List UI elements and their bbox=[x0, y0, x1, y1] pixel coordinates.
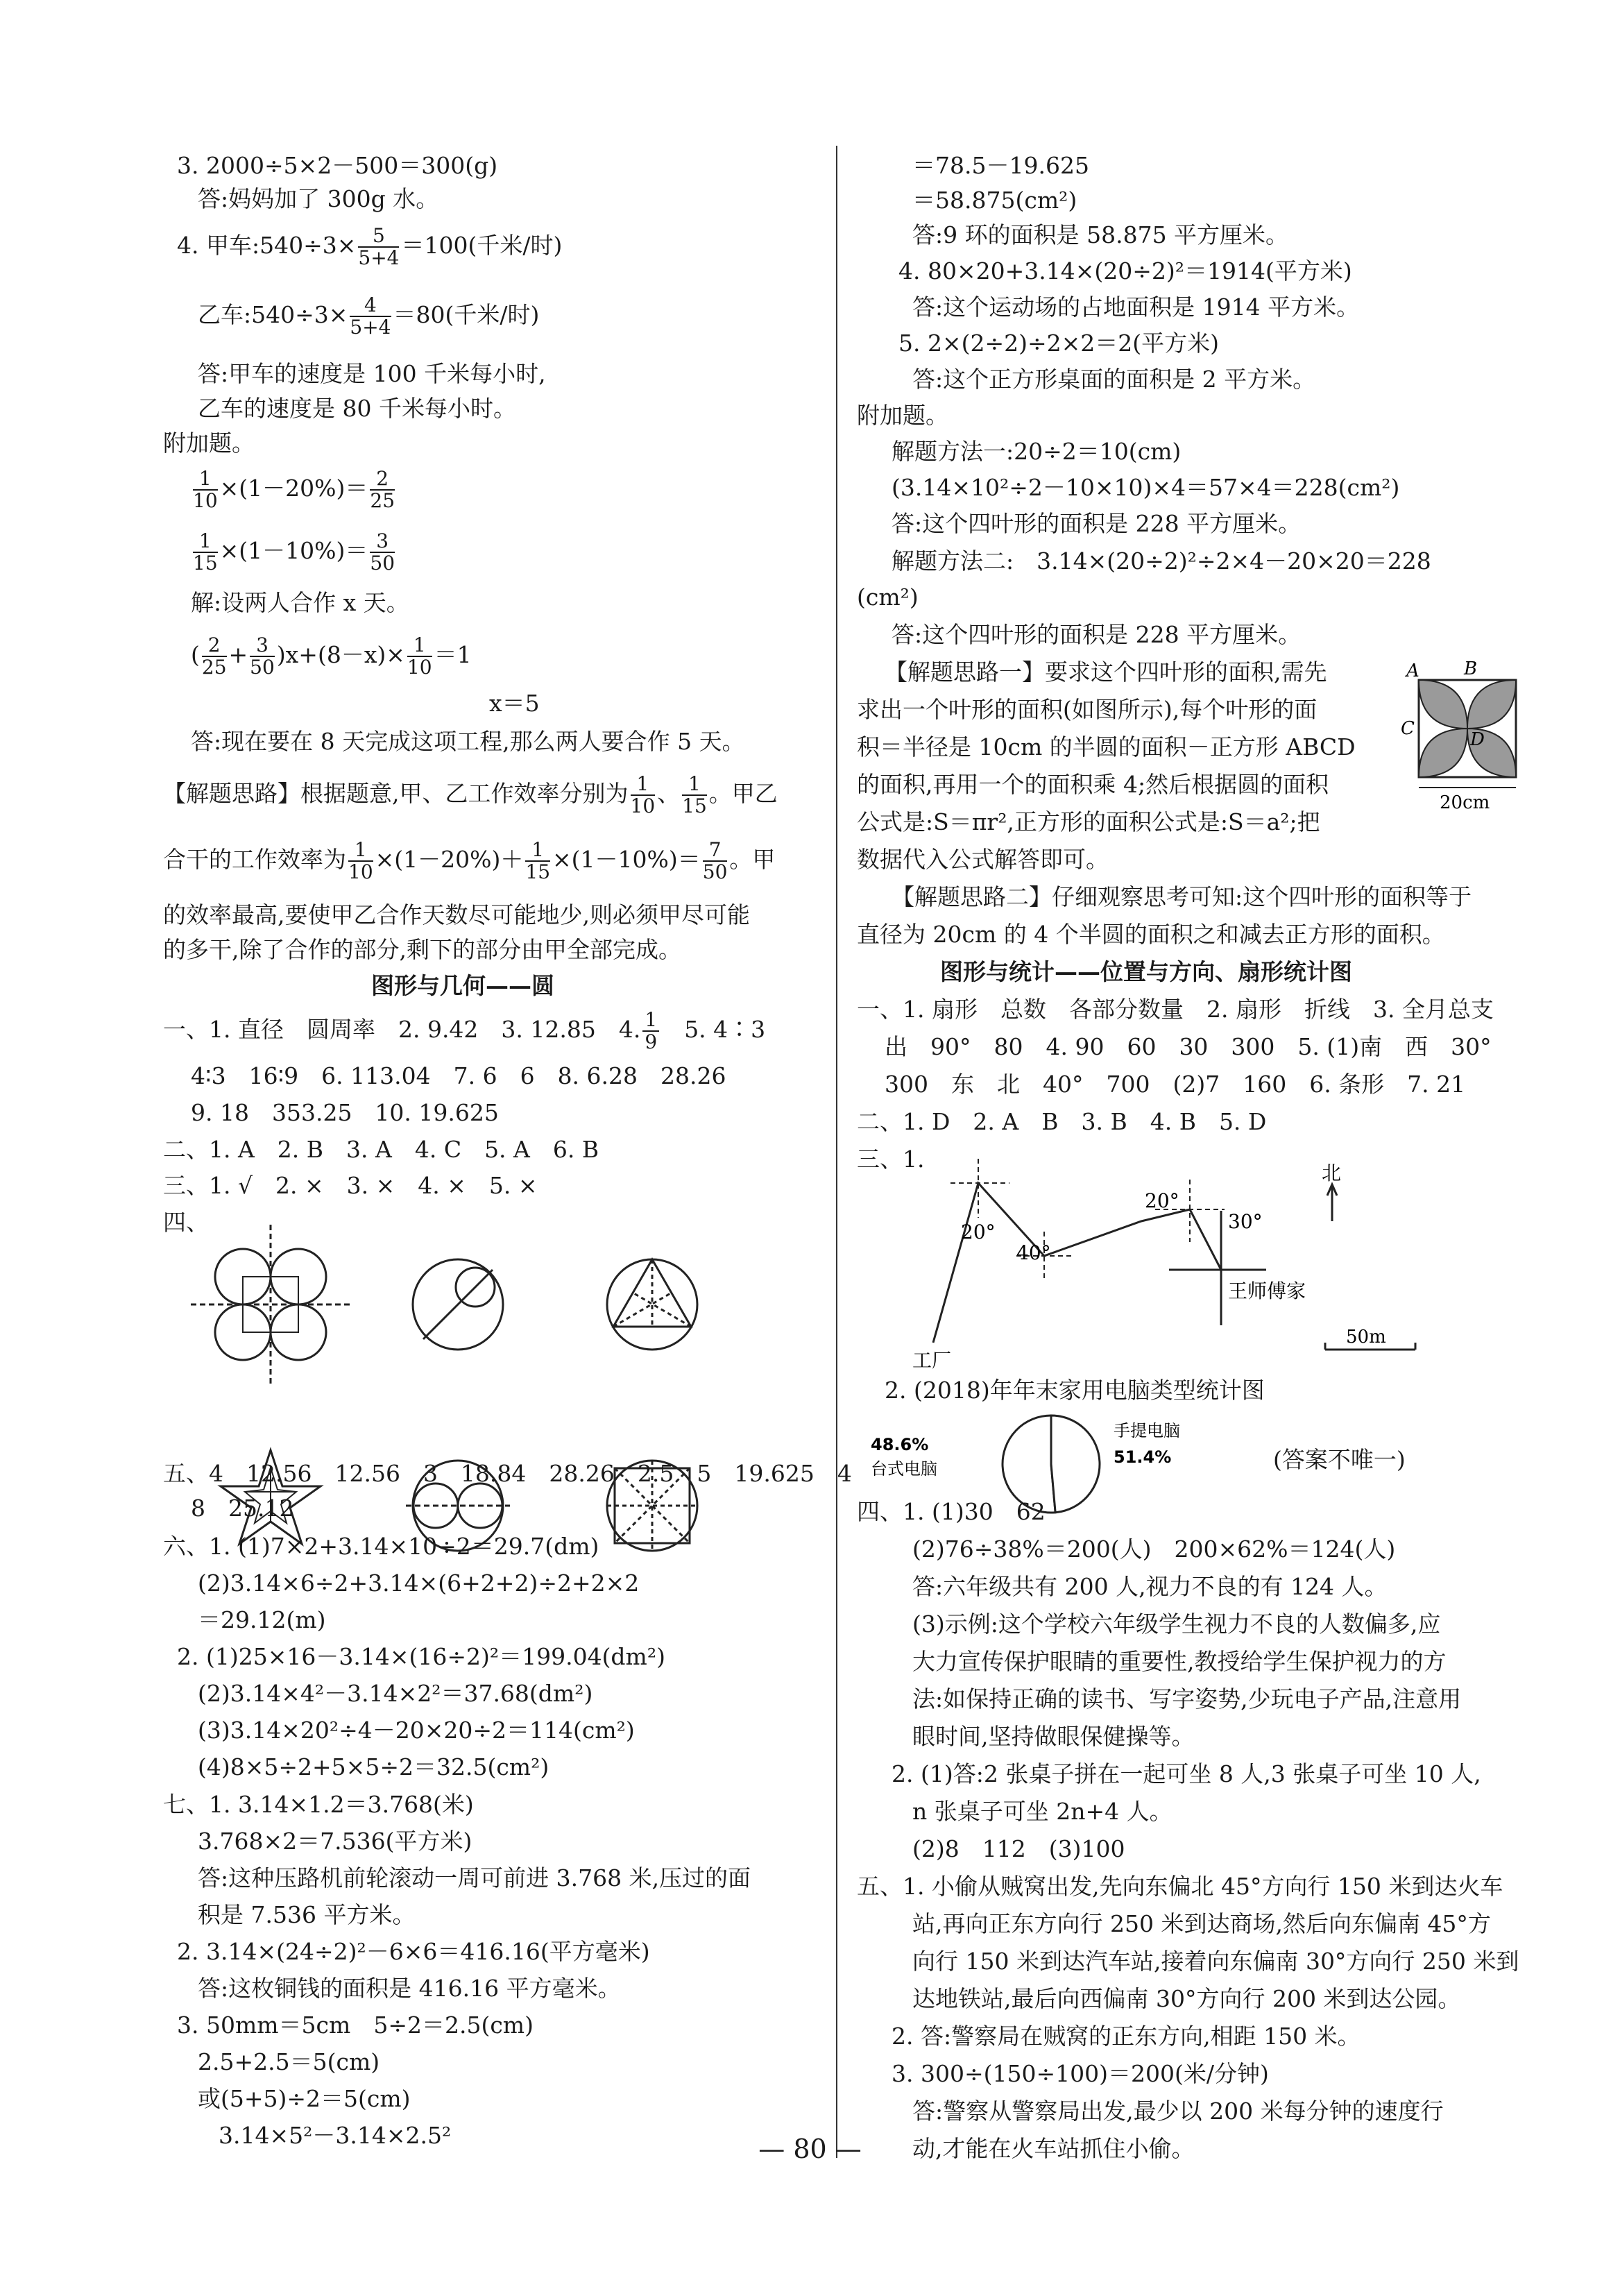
answers-part-1: 一、1. 直径 圆周率 2. 9.42 3. 12.85 4. $\frac{1}{9}$ 5. 4∶3 bbox=[163, 1008, 766, 1053]
answer-line: 答:这个四叶形的面积是 228 平方厘米。 bbox=[892, 510, 1302, 537]
method-2: 解题方法二: 3.14×(20÷2)²÷2×4－20×20＝228 bbox=[892, 547, 1431, 575]
answer-line: 2. 答:警察局在贼窝的正东方向,相距 150 米。 bbox=[892, 2023, 1361, 2050]
answers-part-4: 四、1. (1)30 62 bbox=[857, 1498, 1046, 1525]
answer-line: 答:这个运动场的占地面积是 1914 平方米。 bbox=[912, 294, 1360, 321]
answers-part-5: 五、4 12.56 12.56 3 18.84 28.26 2.5 5 19.625 4 bbox=[163, 1460, 852, 1487]
hint-line-1: 【解题思路】根据题意,甲、乙工作效率分别为 $\frac{1}{10}$ 、 $\frac{1}{15}$ 。甲乙 bbox=[163, 772, 778, 817]
calc-line: (2)76÷38%＝200(人) 200×62%＝124(人) bbox=[912, 1536, 1396, 1563]
calc-line: ＝29.12(m) bbox=[198, 1606, 326, 1633]
calc-line: ＝78.5－19.625 bbox=[912, 152, 1089, 179]
answers-part-1-cont: 出 90° 80 4. 90 60 30 300 5. (1)南 西 30° bbox=[885, 1033, 1492, 1060]
bonus-x: x＝5 bbox=[489, 690, 540, 717]
fraction: $\frac{7}{50}$ bbox=[702, 838, 728, 883]
answer-line: 答:六年级共有 200 人,视力不良的有 124 人。 bbox=[912, 1573, 1388, 1600]
calc-line: 或(5+5)÷2＝5(cm) bbox=[198, 2085, 411, 2112]
answer-line: 乙车的速度是 80 千米每小时。 bbox=[198, 395, 516, 422]
answer-line: 达地铁站,最后向西偏南 30°方向行 200 米到达公园。 bbox=[912, 1985, 1461, 2012]
answers-part-4: 四、 bbox=[163, 1209, 209, 1236]
fraction: $\frac{5}{5+4}$ bbox=[358, 224, 400, 269]
column-divider bbox=[836, 146, 837, 2158]
fraction: $\frac{1}{10}$ bbox=[348, 838, 373, 883]
triangle-in-circle-figure bbox=[607, 1259, 697, 1350]
factory-label: 工厂 bbox=[912, 1349, 952, 1370]
answer-note: (答案不唯一) bbox=[1273, 1446, 1406, 1473]
bonus-heading: 附加题。 bbox=[857, 402, 948, 429]
label-b: B bbox=[1464, 659, 1478, 679]
hint-text: 数据代入公式解答即可。 bbox=[857, 846, 1109, 873]
scale-label: 50m bbox=[1346, 1327, 1386, 1347]
hint-text: 【解题思路一】要求这个四叶形的面积,需先 bbox=[885, 658, 1327, 686]
answers-part-5-cont: 8 25.12 bbox=[191, 1495, 294, 1522]
answer-line: 答:9 环的面积是 58.875 平方厘米。 bbox=[912, 221, 1289, 248]
calc-line: (3.14×10²÷2－10×10)×4＝57×4＝228(cm²) bbox=[892, 474, 1400, 501]
answer-line: 答:这个四叶形的面积是 228 平方厘米。 bbox=[892, 621, 1302, 648]
calc-line: 4. 80×20+3.14×(20÷2)²＝1914(平方米) bbox=[898, 257, 1352, 284]
answer-line: 动,才能在火车站抓住小偷。 bbox=[912, 2135, 1195, 2162]
calc-line: 3. 50mm＝5cm 5÷2＝2.5(cm) bbox=[177, 2012, 534, 2039]
answer-4-a: 4. 甲车:540÷3× $\frac{5}{5+4}$ ＝100(千米/时) bbox=[177, 224, 563, 269]
hint-text: 直径为 20cm 的 4 个半圆的面积之和减去正方形的面积。 bbox=[857, 921, 1445, 948]
answer-line: 答:这枚铜钱的面积是 416.16 平方毫米。 bbox=[198, 1975, 621, 2002]
bonus-solve: 解:设两人合作 x 天。 bbox=[191, 589, 409, 616]
four-leaf-figure bbox=[1398, 659, 1537, 840]
answer-line: 向行 150 米到达汽车站,接着向东偏南 30°方向行 250 米到 bbox=[912, 1948, 1519, 1975]
page-number: — 80 — bbox=[758, 2134, 862, 2164]
pie-slice-desktop bbox=[1051, 1415, 1100, 1513]
fraction: $\frac{1}{15}$ bbox=[682, 772, 707, 817]
answer-3: 3. 2000÷5×2－500＝300(g) bbox=[177, 152, 498, 179]
hint-line-3: 的效率最高,要使甲乙合作天数尽可能地少,则必须甲尽可能 bbox=[163, 901, 750, 928]
calc-line: (2)3.14×4²－3.14×2²＝37.68(dm²) bbox=[198, 1680, 593, 1707]
answers-part-3: 三、1. √ 2. × 3. × 4. × 5. × bbox=[163, 1172, 538, 1199]
angle-label: 30° bbox=[1228, 1210, 1263, 1233]
calc-line: ＝58.875(cm²) bbox=[912, 187, 1077, 214]
fraction: $\frac{1}{15}$ bbox=[193, 529, 218, 575]
calc-line: 2. 3.14×(24÷2)²－6×6＝416.16(平方毫米) bbox=[177, 1938, 650, 1965]
fraction: $\frac{2}{25}$ bbox=[201, 633, 227, 679]
bonus-eq-3: ( $\frac{2}{25}$ + $\frac{3}{50}$ )x+(8－x)× $\frac{1}{10}$ ＝1 bbox=[191, 633, 472, 679]
pie-chart-title: 2. (2018)年年末家用电脑类型统计图 bbox=[885, 1377, 1265, 1404]
answer-line: 答:这个正方形桌面的面积是 2 平方米。 bbox=[912, 366, 1316, 393]
answer-line: (2)8 112 (3)100 bbox=[912, 1835, 1125, 1862]
calc-line: 2.5+2.5＝5(cm) bbox=[198, 2048, 380, 2075]
hint-text: 公式是:S＝πr²,正方形的面积公式是:S＝a²;把 bbox=[857, 808, 1320, 835]
circle-in-circle-figure bbox=[413, 1259, 503, 1350]
label-a: A bbox=[1406, 661, 1419, 681]
answer-line: n 张桌子可坐 2n+4 人。 bbox=[912, 1798, 1173, 1825]
hint-line-4: 的多干,除了合作的部分,剩下的部分由甲全部完成。 bbox=[163, 936, 681, 963]
answer-line: 积是 7.536 平方米。 bbox=[198, 1901, 416, 1928]
calc-line: 3. 300÷(150÷100)＝200(米/分钟) bbox=[892, 2060, 1269, 2087]
answers-part-6: 六、1. (1)7×2+3.14×10÷2＝29.7(dm) bbox=[163, 1533, 599, 1560]
answers-part-1-cont: 4∶3 16∶9 6. 113.04 7. 6 6 8. 6.28 28.26 bbox=[191, 1062, 726, 1089]
fraction: $\frac{1}{10}$ bbox=[193, 467, 218, 512]
label-d: D bbox=[1470, 729, 1485, 750]
answer-line: (3)示例:这个学校六年级学生视力不良的人数偏多,应 bbox=[912, 1610, 1441, 1638]
answer-line: 2. (1)答:2 张桌子拼在一起可坐 8 人,3 张桌子可坐 10 人, bbox=[892, 1760, 1481, 1787]
answers-part-2: 二、1. D 2. A B 3. B 4. B 5. D bbox=[857, 1108, 1267, 1135]
answer-line: 答:甲车的速度是 100 千米每小时, bbox=[198, 360, 546, 387]
fraction: $\frac{3}{50}$ bbox=[250, 633, 275, 679]
answer-line: 答:妈妈加了 300g 水。 bbox=[198, 185, 439, 212]
fraction: $\frac{1}{15}$ bbox=[525, 838, 551, 883]
calc-line: 5. 2×(2÷2)÷2×2＝2(平方米) bbox=[898, 330, 1220, 357]
fraction: $\frac{1}{10}$ bbox=[630, 772, 656, 817]
section-title-circle: 图形与几何——圆 bbox=[371, 972, 554, 999]
answers-part-2: 二、1. A 2. B 3. A 4. C 5. A 6. B bbox=[163, 1136, 599, 1163]
method-1: 解题方法一:20÷2＝10(cm) bbox=[892, 438, 1182, 465]
answers-part-1-cont: 9. 18 353.25 10. 19.625 bbox=[191, 1099, 499, 1126]
bonus-heading: 附加题。 bbox=[163, 430, 255, 457]
calc-line: (4)8×5÷2+5×5÷2＝32.5(cm²) bbox=[198, 1753, 549, 1780]
bonus-eq-2: $\frac{1}{15}$ ×(1－10%)＝ $\frac{3}{50}$ bbox=[193, 529, 395, 575]
answers-part-1: 一、1. 扇形 总数 各部分数量 2. 扇形 折线 3. 全月总支 bbox=[857, 996, 1494, 1023]
fraction: $\frac{4}{5+4}$ bbox=[350, 294, 391, 339]
answers-part-1-cont: 300 东 北 40° 700 (2)7 160 6. 条形 7. 21 bbox=[885, 1071, 1466, 1098]
fraction: $\frac{2}{25}$ bbox=[370, 467, 395, 512]
label-20cm: 20cm bbox=[1440, 792, 1490, 813]
answers-part-7: 七、1. 3.14×1.2＝3.768(米) bbox=[163, 1791, 474, 1818]
route-map bbox=[912, 1141, 1537, 1370]
answer-4-b: 乙车:540÷3× $\frac{4}{5+4}$ ＝80(千米/时) bbox=[198, 294, 540, 339]
answer-line: 答:警察从警察局出发,最少以 200 米每分钟的速度行 bbox=[912, 2098, 1444, 2125]
answer-line: 眼时间,坚持做眼保健操等。 bbox=[912, 1723, 1195, 1750]
hint-text: 【解题思路二】仔细观察思考可知:这个四叶形的面积等于 bbox=[892, 883, 1472, 910]
angle-label: 40° bbox=[1016, 1241, 1051, 1264]
calc-line: 3.14×5²－3.14×2.5² bbox=[219, 2122, 452, 2149]
answer-line: 站,再向正东方向行 250 米到达商场,然后向东偏南 45°方 bbox=[912, 1910, 1491, 1937]
fraction: $\frac{3}{50}$ bbox=[370, 529, 395, 575]
angle-label: 20° bbox=[961, 1221, 996, 1243]
hint-text: 求出一个叶形的面积(如图所示),每个叶形的面 bbox=[857, 696, 1318, 723]
bonus-eq-1: $\frac{1}{10}$ ×(1－20%)＝ $\frac{2}{25}$ bbox=[193, 467, 395, 512]
angle-label: 20° bbox=[1145, 1189, 1179, 1212]
calc-line: (cm²) bbox=[857, 584, 919, 611]
calc-line: 3.768×2＝7.536(平方米) bbox=[198, 1828, 472, 1855]
answer-line: 答:现在要在 8 天完成这项工程,那么两人要合作 5 天。 bbox=[191, 728, 745, 755]
label-c: C bbox=[1401, 718, 1415, 739]
answers-part-5: 五、1. 小偷从贼窝出发,先向东偏北 45°方向行 150 米到达火车 bbox=[857, 1873, 1503, 1900]
fraction: $\frac{1}{9}$ bbox=[642, 1010, 659, 1053]
hint-text: 积＝半径是 10cm 的半圆的面积－正方形 ABCD bbox=[857, 733, 1356, 760]
fraction: $\frac{1}{10}$ bbox=[407, 633, 432, 679]
hint-text: 的面积,再用一个的面积乘 4;然后根据圆的面积 bbox=[857, 771, 1329, 798]
answer-line: 法:如保持正确的读书、写字姿势,少玩电子产品,注意用 bbox=[912, 1685, 1462, 1712]
calc-line: 2. (1)25×16－3.14×(16÷2)²＝199.04(dm²) bbox=[177, 1643, 665, 1670]
desktop-percent: 48.6% bbox=[871, 1435, 929, 1454]
home-label: 王师傅家 bbox=[1228, 1279, 1306, 1302]
desktop-label: 台式电脑 bbox=[871, 1459, 937, 1479]
four-circle-figure bbox=[191, 1225, 350, 1384]
calc-line: (3)3.14×20²÷4－20×20÷2＝114(cm²) bbox=[198, 1717, 635, 1744]
section-title-statistics: 图形与统计——位置与方向、扇形统计图 bbox=[940, 958, 1352, 985]
laptop-label: 手提电脑 bbox=[1114, 1421, 1180, 1440]
answers-part-3: 三、1. bbox=[857, 1146, 925, 1173]
calc-line: (2)3.14×6÷2+3.14×(6+2+2)÷2+2×2 bbox=[198, 1570, 640, 1597]
north-label: 北 bbox=[1322, 1162, 1342, 1184]
answer-line: 答:这种压路机前轮滚动一周可前进 3.768 米,压过的面 bbox=[198, 1864, 751, 1891]
answer-line: 大力宣传保护眼睛的重要性,教授给学生保护视力的方 bbox=[912, 1648, 1447, 1675]
laptop-percent: 51.4% bbox=[1114, 1447, 1172, 1467]
hint-line-2: 合干的工作效率为 $\frac{1}{10}$ ×(1－20%)＋ $\frac{1}{15}$ ×(1－10%)＝ $\frac{7}{50}$ 。甲 bbox=[163, 838, 776, 883]
